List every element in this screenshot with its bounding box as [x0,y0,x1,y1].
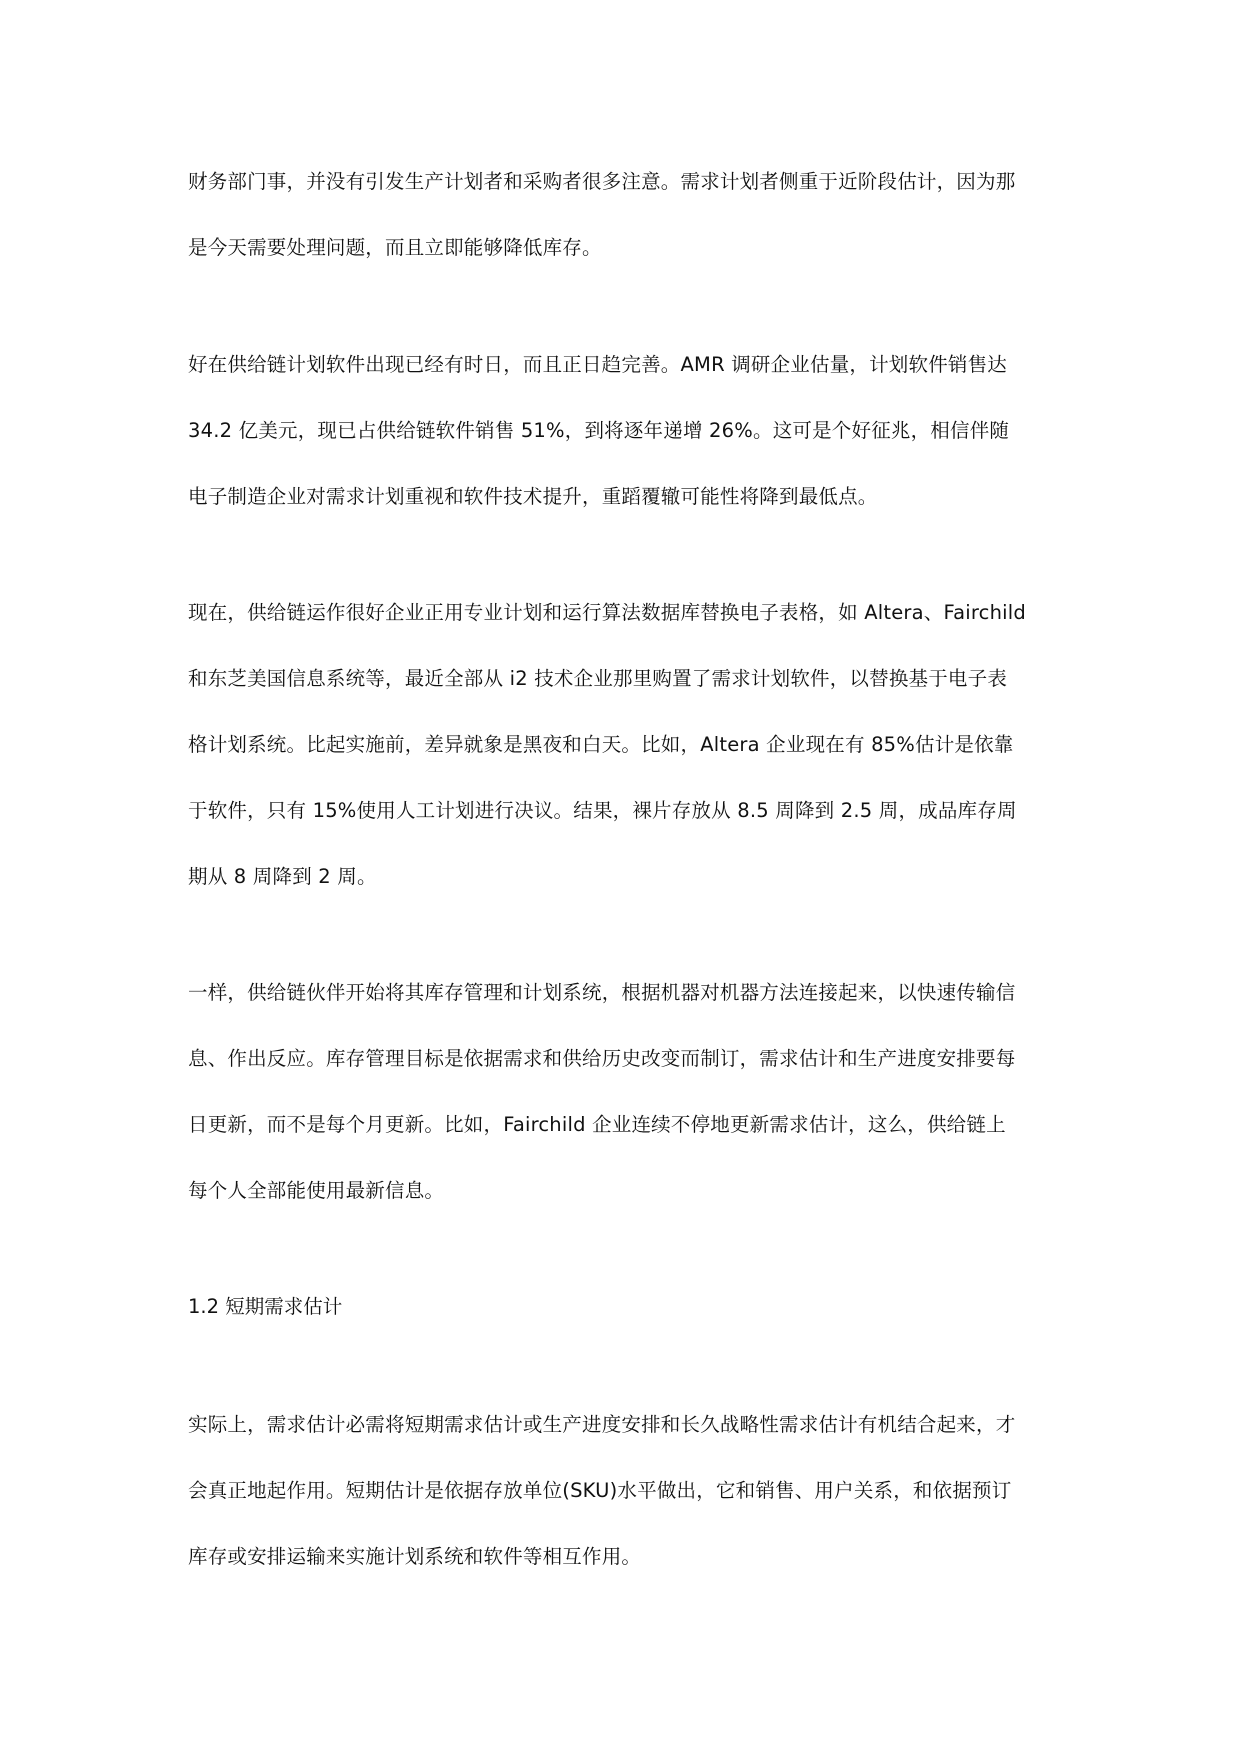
section-paragraph-1-line-2: 会真正地起作用。短期估计是依据存放单位(SKU)水平做出，它和销售、用户关系，和依据预订 [188,1479,1012,1502]
paragraph-4-line-4: 每个人全部能使用最新信息。 [188,1179,445,1202]
paragraph-2-line-1: 好在供给链计划软件出现已经有时日，而且正日趋完善。AMR 调研企业估量，计划软件销售达 [188,353,1008,376]
paragraph-1-line-2: 是今天需要处理问题，而且立即能够降低库存。 [188,236,602,259]
section-heading: 1.2 短期需求估计 [188,1295,343,1318]
section-paragraph-1-line-3: 库存或安排运输来实施计划系统和软件等相互作用。 [188,1545,642,1568]
paragraph-4-line-3: 日更新，而不是每个月更新。比如，Fairchild 企业连续不停地更新需求估计，这么，供给链上 [188,1113,1006,1136]
paragraph-2-line-3: 电子制造企业对需求计划重视和软件技术提升，重蹈覆辙可能性将降到最低点。 [188,485,878,508]
paragraph-3-line-2: 和东芝美国信息系统等，最近全部从 i2 技术企业那里购置了需求计划软件，以替换基于电子表 [188,667,1008,690]
paragraph-3-line-5: 期从 8 周降到 2 周。 [188,865,377,888]
paragraph-2-line-2: 34.2 亿美元，现已占供给链软件销售 51%，到将逐年递增 26%。这可是个好征兆，相信伴随 [188,419,1010,442]
paragraph-3-line-3: 格计划系统。比起实施前，差异就象是黑夜和白天。比如，Altera 企业现在有 85%估计是依靠 [188,733,1014,756]
paragraph-4-line-1: 一样，供给链伙伴开始将其库存管理和计划系统，根据机器对机器方法连接起来，以快速传输信 [188,981,1016,1004]
paragraph-3-line-4: 于软件，只有 15%使用人工计划进行决议。结果，裸片存放从 8.5 周降到 2.5 周，成品库存周 [188,799,1017,822]
paragraph-1-line-1: 财务部门事，并没有引发生产计划者和采购者很多注意。需求计划者侧重于近阶段估计，因为那 [188,170,1016,193]
section-paragraph-1-line-1: 实际上，需求估计必需将短期需求估计或生产进度安排和长久战略性需求估计有机结合起来，才 [188,1413,1016,1436]
paragraph-4-line-2: 息、作出反应。库存管理目标是依据需求和供给历史改变而制订，需求估计和生产进度安排要每 [188,1047,1016,1070]
paragraph-3-line-1: 现在，供给链运作很好企业正用专业计划和运行算法数据库替换电子表格，如 Altera、Fairchild [188,601,1026,624]
